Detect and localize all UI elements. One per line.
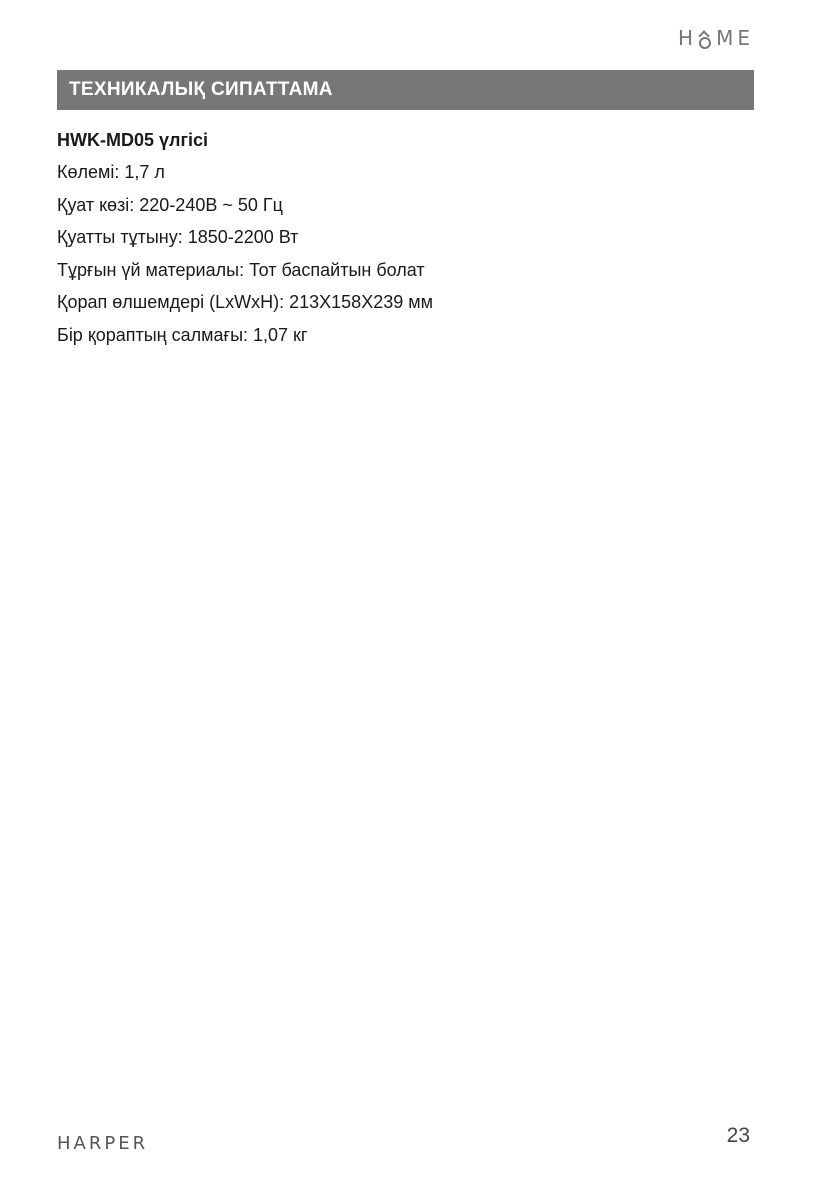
page-number: 23: [726, 1124, 750, 1147]
home-brand-logo: [678, 26, 754, 50]
section-header-banner: [57, 70, 754, 110]
model-title: HWK-MD05 үлгісі: [57, 130, 208, 150]
spec-box-weight: Бір қораптың салмағы: 1,07 кг: [57, 324, 308, 345]
spec-housing-material: Тұрғын үй материалы: Тот баспайтын болат: [57, 259, 425, 280]
spec-capacity: Көлемі: 1,7 л: [57, 162, 165, 182]
spec-content: [57, 124, 754, 351]
home-logo-letter-h: H: [678, 26, 698, 50]
spec-power-source: Қуат көзі: 220-240В ~ 50 Гц: [57, 194, 283, 215]
spec-power-consumption: Қуатты тұтыну: 1850-2200 Вт: [57, 227, 299, 247]
house-icon: [698, 30, 712, 50]
spec-box-dimensions: Қорап өлшемдері (LxWxH): 213X158X239 мм: [57, 292, 433, 312]
harper-brand-logo: HARPER: [57, 1133, 149, 1154]
home-logo-letters-me: ME: [716, 26, 754, 50]
section-title: ТЕХНИКАЛЫҚ СИПАТТАМА: [69, 79, 333, 100]
